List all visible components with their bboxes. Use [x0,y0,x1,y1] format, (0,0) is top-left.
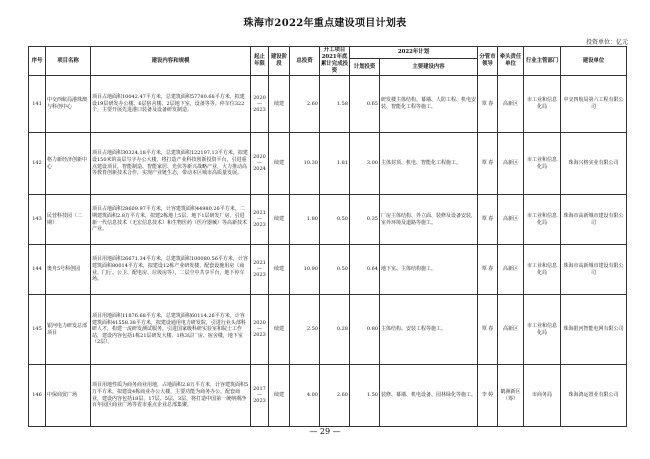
cell-builder: 珠海兴格实业有限公司 [561,133,627,195]
cell-dept: 市工业和信息化局 [524,195,561,245]
cell-plan-content: 主体封顶、机电、智能化工程施工。 [380,133,478,195]
start-year: 2021 [253,210,266,216]
cell-years: 2020 — 2023 [251,295,269,365]
cell-stage: 续建 [269,245,290,295]
cell-plan-investment: 0.35 [350,195,380,245]
cell-plan-investment: 0.65 [350,76,380,133]
start-year: 2020 [253,320,266,326]
cell-seq: 145 [29,295,46,365]
cell-plan-investment: 0.80 [350,295,380,365]
start-year: 2020 [253,94,266,101]
investment-unit-note: 投资单位：亿元 [585,39,628,46]
cell-name: 奥舟5号科创园 [46,245,91,295]
cell-content: 项目用地面积11876.68平方米，总建筑面积60114.26平方米，计容建筑面积41558.38平方米，拟建设通用电力研发院，引进行业头部科研人才，构建一流研发测试服务，引进国家级科研实验室和院士工作站，建设内容包括1栋21层研发大楼、1栋3层厂房、宿舍楼，地下室（2层）。 [91,295,251,365]
cell-stage: 续建 [269,365,290,427]
cell-lead-unit: 高新区 [498,195,524,245]
cell-cumulative: 0.50 [320,245,350,295]
end-year: 2023 [253,398,266,404]
cell-plan-investment: 3.00 [350,133,380,195]
header-cumulative: 开工项目2021年底累计完成投资 [321,47,348,74]
cell-builder: 珠海鸿运置业有限公司 [561,365,627,427]
cell-cumulative: 0.28 [320,295,350,365]
cell-content: 项目占地面积30324.18平方米，总建筑面积122197.13平方米，拟建设150米的高层写字办公大楼，将打造产业科技创新投资平台，引进重点建设项目，智能制造、智能家居、光伏等新兴战略产业，大力推动高等教育创新技术合作，实现产业链生态，带动本区城市高质量发展。 [91,133,251,195]
cell-leader: 覃 春 [478,245,498,295]
cell-plan-content: 装修、幕墙、机电设备、园林绿化等施工。 [380,365,478,427]
cell-cumulative: 1.81 [320,133,350,195]
start-year: 2021 [253,260,266,266]
cell-total: 2.60 [290,76,320,133]
header-leader: 分管市领导 [478,47,498,76]
header-plan-content: 主要建设内容 [380,59,478,76]
header-total: 总投资 [290,47,320,76]
end-year: 2023 [253,222,266,228]
cell-cumulative: 0.50 [320,195,350,245]
cell-dept: 市工业和信息化局 [524,76,561,133]
cell-lead-unit: 高新区 [498,133,524,195]
header-dept: 行业主管部门 [524,47,561,76]
cell-leader: 覃 春 [478,133,498,195]
cell-seq: 141 [29,76,46,133]
cell-seq: 142 [29,133,46,195]
cell-cumulative: 2.60 [320,365,350,427]
table-row [29,365,627,427]
cell-total: 10.90 [290,245,320,295]
cell-name: 中保商贸广场 [46,365,91,427]
cell-stage: 续建 [269,76,290,133]
cell-years: 2017 — 2023 [251,365,269,427]
cell-years: 2021 — 2023 [251,195,269,245]
cell-leader: 覃 春 [478,76,498,133]
cell-years: 2020 — 2024 [251,133,269,195]
cell-lead-unit: 鹤洲新区（筹） [498,365,524,427]
cell-lead-unit: 高新区 [498,295,524,365]
header-seq: 序号 [29,47,46,76]
end-year: 2023 [253,272,266,278]
cell-builder: 中交四航局第六工程有限公司 [561,76,627,133]
cell-plan-content: 厂房主体结构、外立面、装修及设备安装，室外环境及道路等施工。 [380,195,478,245]
cell-lead-unit: 高新区 [498,76,524,133]
cell-seq: 143 [29,195,46,245]
cell-plan-content: 主体结构、安装工程等施工。 [380,295,478,365]
cell-name: 银河电力研发总部项目 [46,295,91,365]
cell-total: 1.80 [290,195,320,245]
cell-stage: 续建 [269,133,290,195]
cell-name: 中交西航局港珠澳与科创中心 [46,76,91,133]
cell-years: 2020 — 2023 [251,76,269,133]
table-row [29,133,627,195]
end-year: 2024 [253,166,266,172]
start-year: 2020 [253,154,266,160]
table-row [29,245,627,295]
cell-content: 项目占地面积10042.47平方米，总建筑面积57780.68平方米，拟建设19层研发办公楼、6层宿舍楼、2层地下室，设备等等。停车位322个，主要开展先进港口装备及设备研发制造。 [91,76,251,133]
page-number: — 29 — [309,427,341,436]
cell-builder: 珠海市高新城市建设有限公司 [561,245,627,295]
cell-dept: 市工业和信息化局 [524,245,561,295]
end-year: 2023 [253,106,266,113]
table-row [29,76,627,133]
cell-plan-content: 地下室、主体结构施工。 [380,245,478,295]
header-stage: 建设阶段 [269,47,290,76]
cell-content: 项目用地面积26671.34平方米，总建筑面积100080.56平方米，计容建筑面积80014平方米，拟建设12栋产业研发楼，配套设施用房（商业、门厅、公卫、配电房、垃圾房等），二层空中共享平台，地下停车场。 [91,245,251,295]
end-year: 2023 [253,332,266,338]
cell-stage: 续建 [269,295,290,365]
page-title: 珠海市2022年重点建设项目计划表 [243,18,407,29]
cell-total: 10.30 [290,133,320,195]
cell-lead-unit: 高新区 [498,245,524,295]
header-content: 建设内容和规模 [91,47,251,76]
cell-leader: 李 婷 [478,365,498,427]
cell-plan-content: 研发楼主体结构、幕墙、人防工程、机电安装、智能化工程等施工。 [380,76,478,133]
cell-total: 4.00 [290,365,320,427]
cell-leader: 覃 春 [478,195,498,245]
table-row [29,195,627,245]
cell-dept: 市商务局 [524,365,561,427]
cell-seq: 146 [29,365,46,427]
header-builder: 建设单位 [561,47,627,76]
cell-name: 格力新经济创新中心 [46,133,91,195]
cell-dept: 市工业和信息化局 [524,133,561,195]
cell-seq: 144 [29,245,46,295]
cell-plan-investment: 1.50 [350,365,380,427]
cell-leader: 覃 春 [478,295,498,365]
cell-total: 2.50 [290,295,320,365]
cell-cumulative: 1.58 [320,76,350,133]
cell-name: 民营科技园（二期） [46,195,91,245]
cell-years: 2021 — 2023 [251,245,269,295]
cell-content: 项目占地面积28609.97平方米，计容建筑面积44980.26平方米，二期建筑面积2.8万平方米，拟建2栋地上5层、地下1层研发厂房，引进新一代信息技术（无宏信息技术）和生物医药（医疗器械）等高新技术产业。 [91,195,251,245]
cell-builder: 珠海银河智能电网有限公司 [561,295,627,365]
header-plan-investment: 计划投资 [350,59,380,76]
project-schedule-table [28,46,627,427]
header-plan-group: 2022年计划 [350,47,478,59]
start-year: 2017 [253,386,266,392]
header-lead-unit: 牵头责任单位 [498,47,524,76]
cell-builder: 珠海市高新城市建设有限公司 [561,195,627,245]
header-name: 项目名称 [46,47,91,76]
cell-plan-investment: 0.64 [350,245,380,295]
cell-dept: 市工业和信息化局 [524,295,561,365]
table-row [29,295,627,365]
cell-stage: 续建 [269,195,290,245]
cell-content: 项目用地性质为商务商业用地，占地面积2.8万平方米，计容建筑面积5万平方米，拟建设4栋商业办公大楼，主要功能为商务办公，配套商业，建设内容包括18层、17层、5层、3层，将打造中国第一统纳期净百年园区商业广场等省市重点企业总部集聚。 [91,365,251,427]
header-years: 起止年限 [251,47,269,76]
